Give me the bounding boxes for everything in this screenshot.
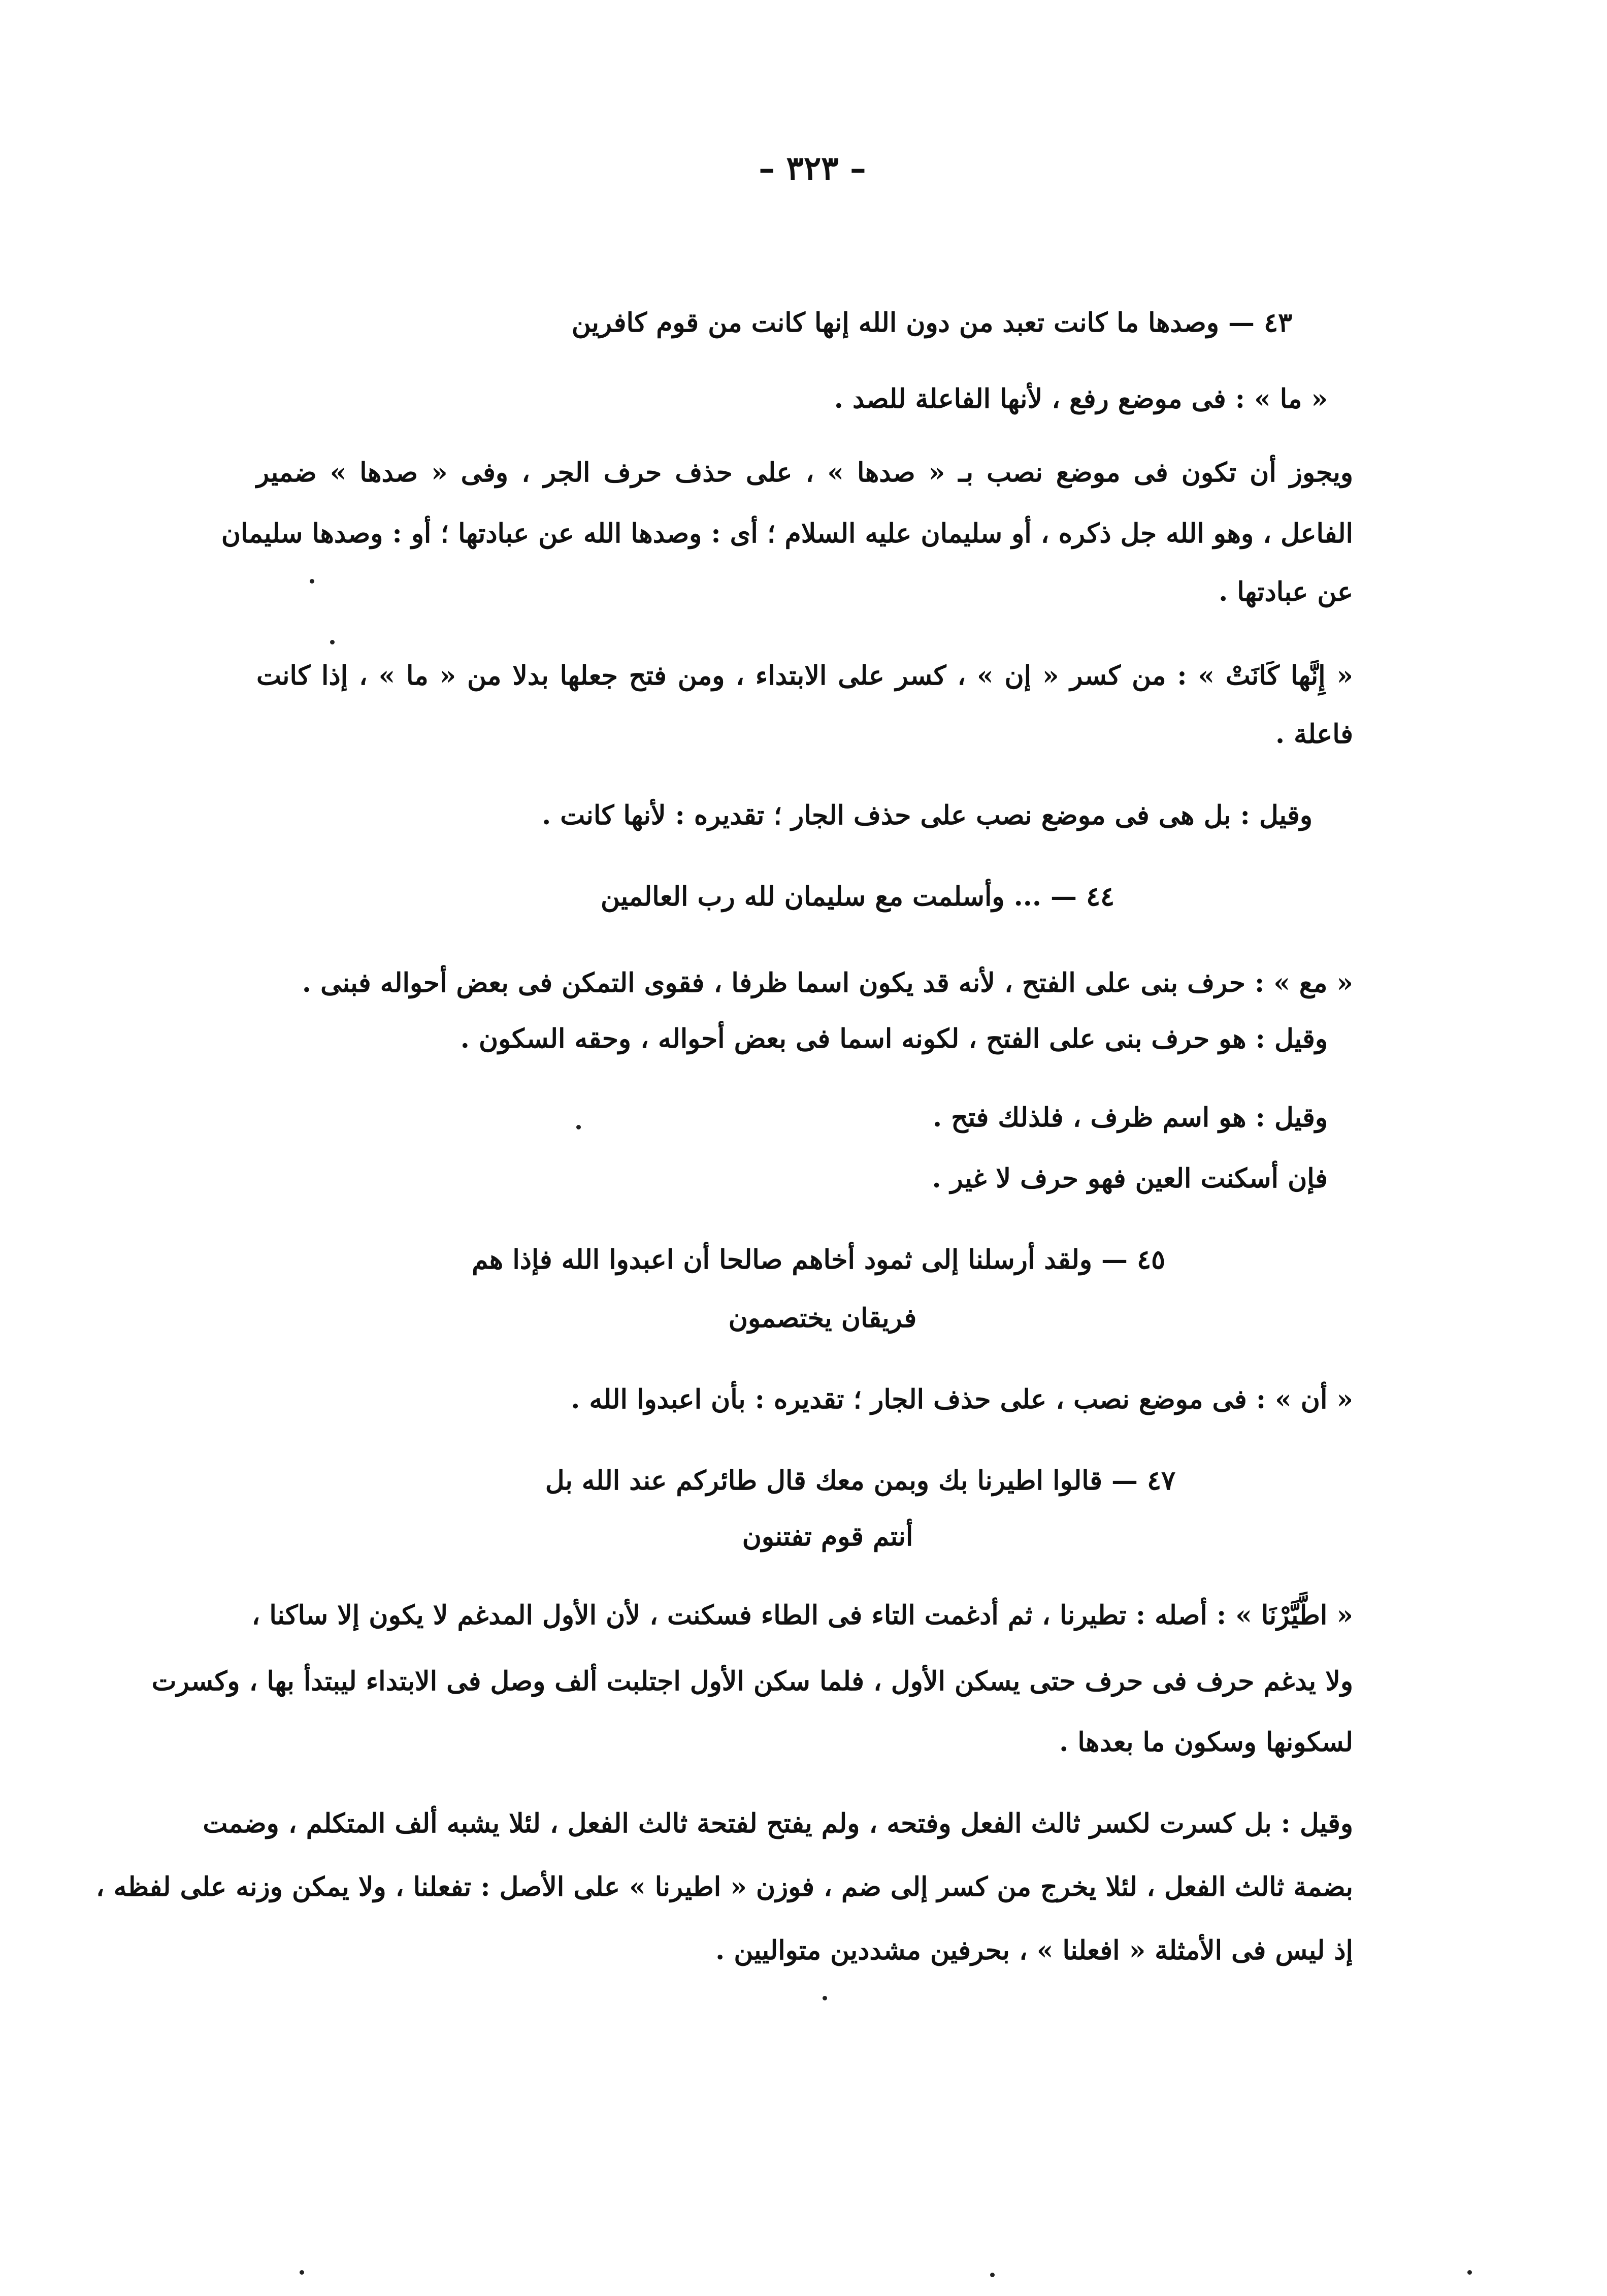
text-line: عن عبادتها . [1219, 576, 1353, 607]
scan-speck [576, 1125, 581, 1129]
scan-speck [990, 2273, 995, 2277]
scan-speck [300, 2270, 304, 2275]
text-line: وقيل : هو حرف بنى على الفتح ، لكونه اسما فى بعض أحواله ، وحقه السكون . [460, 1023, 1328, 1054]
verse-47: ٤٧ — قالوا اطيرنا بك وبمن معك قال طائركم عند الله بل [545, 1465, 1175, 1496]
verse-45-continued: فريقان يختصمون [728, 1303, 917, 1334]
verse-44: ٤٤ — ... وأسلمت مع سليمان لله رب العالمين [601, 881, 1114, 912]
text-line: وقيل : بل هى فى موضع نصب على حذف الجار ؛ تقديره : لأنها كانت . [542, 800, 1313, 831]
scan-speck [823, 1996, 827, 2000]
text-line: إذ ليس فى الأمثلة « افعلنا » ، بحرفين مشددين متواليين . [715, 1935, 1353, 1966]
text-line: وقيل : هو اسم ظرف ، فلذلك فتح . [933, 1102, 1328, 1133]
text-line: وقيل : بل كسرت لكسر ثالث الفعل وفتحه ، ولم يفتح لفتحة ثالث الفعل ، لئلا يشبه ألف المتكلم ، وضمت [203, 1808, 1353, 1839]
text-line: « مع » : حرف بنى على الفتح ، لأنه قد يكون اسما ظرفا ، فقوى التمكن فى بعض أحواله فبنى . [302, 967, 1353, 998]
verse-47-continued: أنتم قوم تفتنون [742, 1521, 913, 1552]
text-line: « ما » : فى موضع رفع ، لأنها الفاعلة للصد . [834, 383, 1328, 414]
text-line: بضمة ثالث الفعل ، لئلا يخرج من كسر إلى ضم ، فوزن « اطيرنا » على الأصل : تفعلنا ، ولا يمكن وزنه على لفظه ، [95, 1871, 1353, 1902]
text-line: فاعلة . [1275, 719, 1353, 750]
text-line: فإن أسكنت العين فهو حرف لا غير . [932, 1163, 1328, 1194]
scan-speck [310, 579, 314, 584]
verse-43: ٤٣ — وصدها ما كانت تعبد من دون الله إنها كانت من قوم كافرين [571, 307, 1292, 338]
scan-speck [330, 640, 335, 644]
text-line: « اطَّيَّرْنَا » : أصله : تطيرنا ، ثم أدغمت التاء فى الطاء فسكنت ، لأن الأول المدغم لا يكون إلا ساكنا ، [251, 1600, 1353, 1631]
text-line: لسكونها وسكون ما بعدها . [1059, 1727, 1353, 1758]
scan-speck [1467, 2270, 1472, 2275]
verse-45: ٤٥ — ولقد أرسلنا إلى ثمود أخاهم صالحا أن اعبدوا الله فإذا هم [472, 1244, 1165, 1275]
text-line: ويجوز أن تكون فى موضع نصب بـ « صدها » ، على حذف حرف الجر ، وفى « صدها » ضمير [256, 457, 1353, 488]
text-line: الفاعل ، وهو الله جل ذكره ، أو سليمان عليه السلام ؛ أى : وصدها الله عن عبادتها ؛ أو : وصدها سليمان [221, 518, 1353, 549]
text-line: ولا يدغم حرف فى حرف حتى يسكن الأول ، فلما سكن الأول اجتلبت ألف وصل فى الابتداء ليبتدأ بها ، وكسرت [151, 1666, 1353, 1697]
text-line: « إِنَّها كَانَتْ » : من كسر « إن » ، كسر على الابتداء ، ومن فتح جعلها بدلا من « ما » ، إذا كانت [256, 660, 1353, 691]
page-number: – ٣٢٣ – [759, 149, 866, 187]
text-line: « أن » : فى موضع نصب ، على حذف الجار ؛ تقديره : بأن اعبدوا الله . [571, 1384, 1353, 1415]
